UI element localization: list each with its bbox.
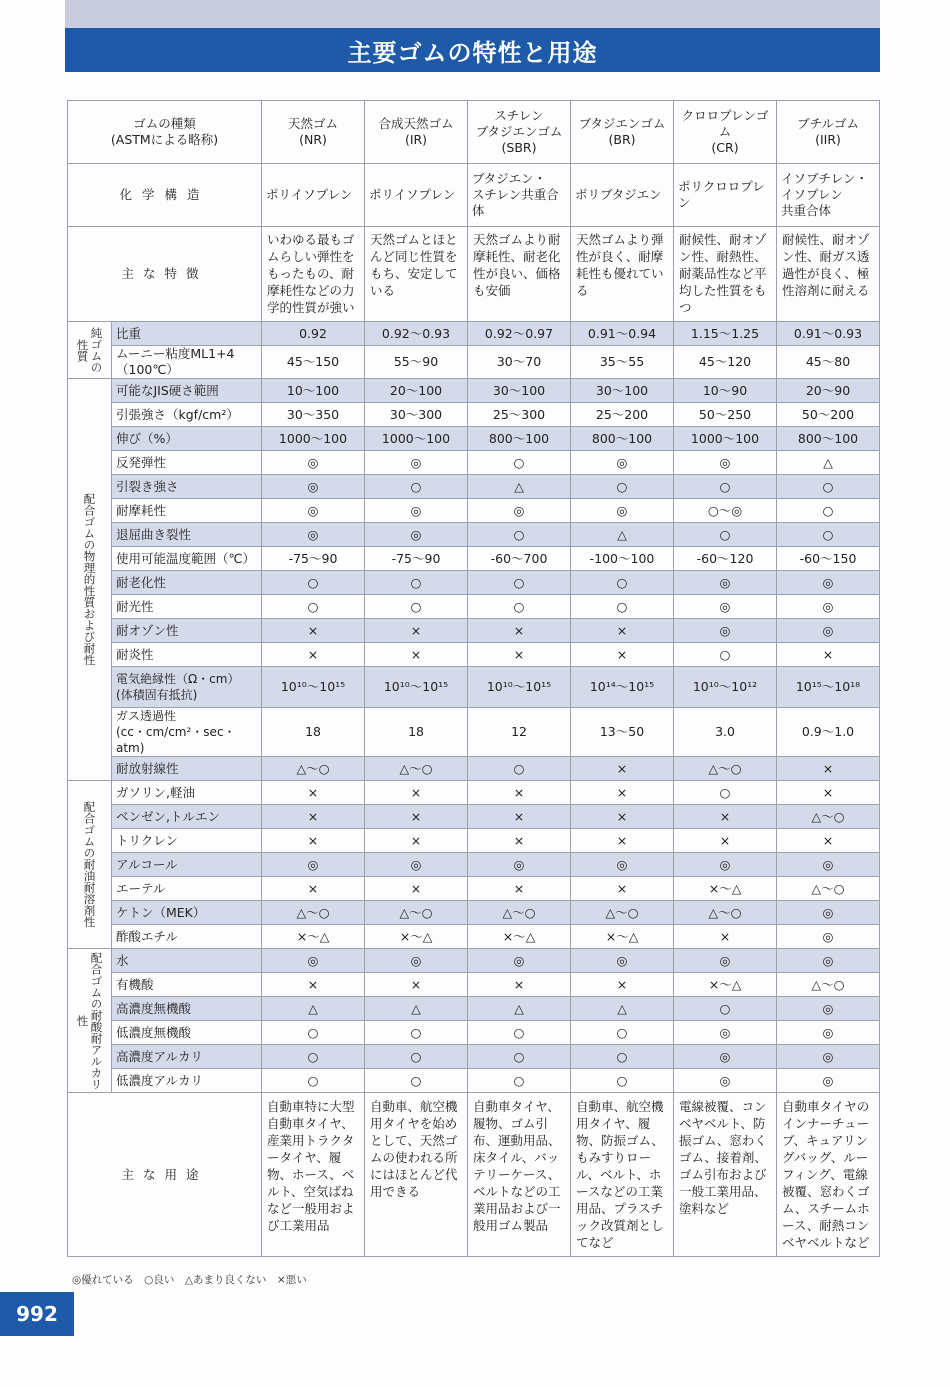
property-row	[68, 829, 880, 853]
property-value: -60～150	[777, 547, 880, 571]
property-value: 0.9～1.0	[777, 708, 880, 757]
property-label: 耐炎性	[112, 643, 262, 667]
property-label: 電気絶縁性（Ω・cm） (体積固有抵抗)	[112, 667, 262, 708]
property-value: ◎	[777, 925, 880, 949]
property-value: ×	[262, 877, 365, 901]
uses-cell: 自動車タイヤ、履物、ゴム引布、運動用品、床タイル、バッテリーケース、ベルトなどの工業用品および一般用ゴム製品	[468, 1093, 571, 1257]
property-value: -60～120	[674, 547, 777, 571]
property-value: ◎	[674, 1021, 777, 1045]
property-value: ○	[365, 571, 468, 595]
property-label: 高濃度アルカリ	[112, 1045, 262, 1069]
property-value: ◎	[571, 499, 674, 523]
property-value: 1000～100	[365, 427, 468, 451]
property-value: 10¹⁰～10¹⁵	[262, 667, 365, 708]
property-label: 耐オゾン性	[112, 619, 262, 643]
property-value: ◎	[674, 595, 777, 619]
property-value: △	[571, 997, 674, 1021]
property-row	[68, 997, 880, 1021]
property-label: 耐老化性	[112, 571, 262, 595]
property-value: ×	[777, 829, 880, 853]
property-value: 25～200	[571, 403, 674, 427]
property-value: △～○	[262, 757, 365, 781]
property-row	[68, 877, 880, 901]
property-value: 10¹⁵～10¹⁸	[777, 667, 880, 708]
property-value: ×～△	[262, 925, 365, 949]
rubber-column-header: スチレン ブタジエンゴム (SBR)	[468, 101, 571, 164]
property-value: ◎	[674, 853, 777, 877]
property-row	[68, 973, 880, 997]
property-value: ×	[777, 757, 880, 781]
property-row	[68, 925, 880, 949]
property-value: ○	[262, 1021, 365, 1045]
property-value: 10¹⁰～10¹²	[674, 667, 777, 708]
property-label: ガソリン,軽油	[112, 781, 262, 805]
property-value: ○	[468, 1045, 571, 1069]
property-label: 反発弾性	[112, 451, 262, 475]
property-value: 55～90	[365, 346, 468, 379]
property-label: 有機酸	[112, 973, 262, 997]
property-label: 酢酸エチル	[112, 925, 262, 949]
property-value: ◎	[674, 571, 777, 595]
property-value: △～○	[777, 877, 880, 901]
property-label: ベンゼン,トルエン	[112, 805, 262, 829]
chem-structure-cell: ポリイソプレン	[262, 164, 365, 227]
property-row	[68, 547, 880, 571]
page-number: 992	[0, 1292, 74, 1336]
property-value: ◎	[674, 1045, 777, 1069]
property-value: ×～△	[571, 925, 674, 949]
property-row	[68, 427, 880, 451]
property-value: ◎	[777, 901, 880, 925]
property-label: 低濃度アルカリ	[112, 1069, 262, 1093]
property-row	[68, 1021, 880, 1045]
group-label: 純ゴムの性質	[68, 322, 112, 379]
property-value: △～○	[571, 901, 674, 925]
property-value: ○	[571, 595, 674, 619]
property-value: ◎	[571, 853, 674, 877]
property-value: ○	[365, 1021, 468, 1045]
property-value: 20～90	[777, 379, 880, 403]
property-value: ×	[468, 829, 571, 853]
property-value: ×	[674, 805, 777, 829]
property-value: ×	[571, 643, 674, 667]
property-row	[68, 901, 880, 925]
property-value: ○	[468, 571, 571, 595]
property-value: ○	[468, 451, 571, 475]
features-cell: 耐候性、耐オゾン性、耐熱性、耐薬品性など平均した性質をもつ	[674, 227, 777, 322]
property-value: ◎	[262, 949, 365, 973]
property-value: 30～70	[468, 346, 571, 379]
property-row	[68, 949, 880, 973]
property-value: ×	[571, 829, 674, 853]
property-value: ×	[262, 973, 365, 997]
property-value: △～○	[674, 757, 777, 781]
top-band	[65, 0, 880, 28]
rubber-column-header: クロロプレンゴム (CR)	[674, 101, 777, 164]
property-value: ×	[571, 973, 674, 997]
features-row	[68, 227, 880, 322]
property-value: ○	[365, 595, 468, 619]
property-value: 10¹⁴～10¹⁵	[571, 667, 674, 708]
property-value: 45～150	[262, 346, 365, 379]
property-value: 0.91～0.94	[571, 322, 674, 346]
property-label: 高濃度無機酸	[112, 997, 262, 1021]
property-value: ×	[468, 805, 571, 829]
property-row	[68, 499, 880, 523]
property-value: ×	[262, 805, 365, 829]
property-value: ×	[365, 973, 468, 997]
property-value: ○	[571, 571, 674, 595]
property-value: ◎	[777, 595, 880, 619]
property-row	[68, 475, 880, 499]
property-value: △～○	[777, 973, 880, 997]
property-value: ◎	[468, 949, 571, 973]
property-value: ○	[674, 523, 777, 547]
rubber-column-header: ブチルゴム (IIR)	[777, 101, 880, 164]
property-value: 18	[262, 708, 365, 757]
property-row	[68, 619, 880, 643]
property-value: 1.15～1.25	[674, 322, 777, 346]
property-value: 0.92	[262, 322, 365, 346]
property-value: ◎	[674, 619, 777, 643]
property-value: ◎	[777, 853, 880, 877]
property-value: ◎	[571, 949, 674, 973]
property-value: -100～100	[571, 547, 674, 571]
property-label: 可能なJIS硬さ範囲	[112, 379, 262, 403]
property-value: ○	[674, 781, 777, 805]
uses-label: 主な用途	[68, 1093, 262, 1257]
property-value: ×	[468, 877, 571, 901]
property-row	[68, 571, 880, 595]
property-value: ○	[365, 1069, 468, 1093]
group-label: 配合ゴムの物理的性質および耐性	[68, 379, 112, 781]
chem-structure-cell: ブタジエン・ スチレン共重合体	[468, 164, 571, 227]
property-value: ○	[571, 1045, 674, 1069]
property-row	[68, 708, 880, 757]
property-value: ×	[571, 877, 674, 901]
property-value: ×	[571, 619, 674, 643]
property-value: ×	[571, 781, 674, 805]
property-value: ◎	[365, 949, 468, 973]
property-value: ◎	[674, 949, 777, 973]
property-row	[68, 643, 880, 667]
property-value: △～○	[365, 757, 468, 781]
property-label: 退屈曲き裂性	[112, 523, 262, 547]
features-cell: いわゆる最もゴムらしい弾性をもったもの、耐摩耗性などの力学的性質が強い	[262, 227, 365, 322]
features-cell: 耐候性、耐オゾン性、耐ガス透過性が良く、極性溶剤に耐える	[777, 227, 880, 322]
property-label: トリクレン	[112, 829, 262, 853]
property-value: ○	[262, 571, 365, 595]
property-value: ○	[262, 595, 365, 619]
property-label: アルコール	[112, 853, 262, 877]
property-label: 耐光性	[112, 595, 262, 619]
property-value: ○	[777, 523, 880, 547]
property-label: ガス透過性 (cc・cm/cm²・sec・atm)	[112, 708, 262, 757]
property-label: 耐摩耗性	[112, 499, 262, 523]
property-value: ◎	[262, 853, 365, 877]
property-row	[68, 451, 880, 475]
chem-structure-cell: ポリイソプレン	[365, 164, 468, 227]
chem-structure-label: 化学構造	[68, 164, 262, 227]
property-value: ○	[571, 1069, 674, 1093]
property-value: ×	[365, 643, 468, 667]
header-row	[68, 101, 880, 164]
property-value: ×	[468, 973, 571, 997]
features-cell: 天然ゴムより弾性が良く、耐摩耗性も優れている	[571, 227, 674, 322]
property-value: ◎	[365, 499, 468, 523]
rubber-column-header: 天然ゴム (NR)	[262, 101, 365, 164]
property-label: エーテル	[112, 877, 262, 901]
property-value: ◎	[571, 451, 674, 475]
property-value: ×	[674, 925, 777, 949]
property-value: ○	[674, 475, 777, 499]
rubber-column-header: ブタジエンゴム (BR)	[571, 101, 674, 164]
property-value: △～○	[262, 901, 365, 925]
property-value: ◎	[262, 499, 365, 523]
property-value: 13～50	[571, 708, 674, 757]
rubber-type-header: ゴムの種類 (ASTMによる略称)	[68, 101, 262, 164]
property-row	[68, 1045, 880, 1069]
property-value: ◎	[262, 451, 365, 475]
property-value: △	[365, 997, 468, 1021]
property-value: ×	[365, 619, 468, 643]
property-label: ムーニー粘度ML1+4（100℃）	[112, 346, 262, 379]
property-value: 30～300	[365, 403, 468, 427]
property-label: 伸び（%）	[112, 427, 262, 451]
property-row	[68, 523, 880, 547]
property-value: △	[468, 997, 571, 1021]
property-value: ◎	[777, 1021, 880, 1045]
property-value: ◎	[365, 853, 468, 877]
property-value: ×	[365, 829, 468, 853]
property-row	[68, 1069, 880, 1093]
property-value: -60～700	[468, 547, 571, 571]
property-value: ○	[468, 757, 571, 781]
property-value: 45～80	[777, 346, 880, 379]
property-value: 1000～100	[674, 427, 777, 451]
property-value: 50～250	[674, 403, 777, 427]
property-row	[68, 379, 880, 403]
features-cell: 天然ゴムとほとんど同じ性質をもち、安定している	[365, 227, 468, 322]
page-title: 主要ゴムの特性と用途	[65, 28, 880, 72]
property-value: ○	[262, 1045, 365, 1069]
property-value: 10¹⁰～10¹⁵	[468, 667, 571, 708]
property-value: 800～100	[777, 427, 880, 451]
property-value: 12	[468, 708, 571, 757]
property-value: ◎	[468, 853, 571, 877]
property-value: ◎	[674, 1069, 777, 1093]
property-value: 1000～100	[262, 427, 365, 451]
property-value: ×	[571, 805, 674, 829]
property-row	[68, 805, 880, 829]
property-label: 耐放射線性	[112, 757, 262, 781]
property-value: 45～120	[674, 346, 777, 379]
property-value: ×	[468, 619, 571, 643]
property-value: ○	[262, 1069, 365, 1093]
property-value: ×～△	[365, 925, 468, 949]
group-label: 配合ゴムの耐酸耐アルカリ性	[68, 949, 112, 1093]
chem-structure-cell: ポリブタジエン	[571, 164, 674, 227]
property-value: ○	[571, 475, 674, 499]
uses-cell: 自動車、航空機用タイヤ、履物、防振ゴム、もみすりロール、ベルト、ホースなどの工業用品、プラスチック改質剤としてなど	[571, 1093, 674, 1257]
property-value: 50～200	[777, 403, 880, 427]
property-value: ◎	[365, 523, 468, 547]
property-value: ×	[468, 781, 571, 805]
property-value: ○	[468, 1021, 571, 1045]
property-value: ◎	[777, 1069, 880, 1093]
property-value: ×～△	[674, 973, 777, 997]
property-label: 低濃度無機酸	[112, 1021, 262, 1045]
property-value: △～○	[674, 901, 777, 925]
property-value: ○	[571, 1021, 674, 1045]
property-value: ×	[262, 781, 365, 805]
features-label: 主な特徴	[68, 227, 262, 322]
property-value: 10～90	[674, 379, 777, 403]
property-label: 使用可能温度範囲（℃）	[112, 547, 262, 571]
property-value: 800～100	[571, 427, 674, 451]
property-value: ○	[468, 523, 571, 547]
uses-cell: 自動車特に大型自動車タイヤ、産業用トラクタータイヤ、履物、ホース、ベルト、空気ばねなど一般用および工業用品	[262, 1093, 365, 1257]
property-value: ◎	[674, 451, 777, 475]
rubber-properties-table	[67, 100, 880, 1257]
property-value: ◎	[365, 451, 468, 475]
property-row	[68, 667, 880, 708]
property-row	[68, 346, 880, 379]
property-label: 比重	[112, 322, 262, 346]
property-label: 引張強さ（kgf/cm²）	[112, 403, 262, 427]
property-value: ×	[262, 643, 365, 667]
property-row	[68, 322, 880, 346]
property-value: ×	[365, 877, 468, 901]
property-value: ◎	[468, 499, 571, 523]
property-value: 30～350	[262, 403, 365, 427]
property-row	[68, 595, 880, 619]
property-value: ○	[365, 475, 468, 499]
property-row	[68, 781, 880, 805]
property-label: 水	[112, 949, 262, 973]
property-value: ○	[365, 1045, 468, 1069]
property-value: 3.0	[674, 708, 777, 757]
property-value: ○	[674, 997, 777, 1021]
property-value: △	[262, 997, 365, 1021]
property-value: 30～100	[468, 379, 571, 403]
property-value: ×	[365, 781, 468, 805]
property-value: ○	[674, 643, 777, 667]
property-value: ◎	[777, 571, 880, 595]
property-value: ○	[468, 1069, 571, 1093]
property-value: ×	[777, 643, 880, 667]
property-value: 0.92～0.93	[365, 322, 468, 346]
property-value: ×～△	[674, 877, 777, 901]
property-label: 引裂き強さ	[112, 475, 262, 499]
uses-cell: 自動車タイヤのインナーチューブ、キュアリングバッグ、ルーフィング、電線被覆、窓わくゴム、スチームホース、耐熱コンベヤベルトなど	[777, 1093, 880, 1257]
property-value: ○	[777, 499, 880, 523]
property-value: 30～100	[571, 379, 674, 403]
property-value: ×～△	[468, 925, 571, 949]
property-value: 35～55	[571, 346, 674, 379]
property-value: △～○	[365, 901, 468, 925]
property-value: 800～100	[468, 427, 571, 451]
uses-cell: 電線被覆、コンベヤベルト、防振ゴム、窓わくゴム、接着剤、ゴム引布および一般工業用品、塗料など	[674, 1093, 777, 1257]
property-value: ×	[777, 781, 880, 805]
property-value: 0.91～0.93	[777, 322, 880, 346]
property-value: ◎	[262, 475, 365, 499]
property-value: ◎	[777, 1045, 880, 1069]
uses-cell: 自動車、航空機用タイヤを始めとして、天然ゴムの使われる所にはほとんど代用できる	[365, 1093, 468, 1257]
property-value: -75～90	[262, 547, 365, 571]
property-value: ○	[468, 595, 571, 619]
property-value: △～○	[468, 901, 571, 925]
property-value: △	[571, 523, 674, 547]
property-row	[68, 757, 880, 781]
property-value: ×	[468, 643, 571, 667]
features-cell: 天然ゴムより耐摩耗性、耐老化性が良い、価格も安価	[468, 227, 571, 322]
property-value: ×	[674, 829, 777, 853]
rubber-column-header: 合成天然ゴム (IR)	[365, 101, 468, 164]
property-row	[68, 403, 880, 427]
property-value: ◎	[777, 997, 880, 1021]
property-value: 20～100	[365, 379, 468, 403]
property-value: ◎	[777, 949, 880, 973]
chem-structure-cell: イソブチレン・ イソプレン 共重合体	[777, 164, 880, 227]
property-value: 10¹⁰～10¹⁵	[365, 667, 468, 708]
property-value: ○～◎	[674, 499, 777, 523]
property-value: 0.92～0.97	[468, 322, 571, 346]
group-label: 配合ゴムの耐油耐溶剤性	[68, 781, 112, 949]
property-row	[68, 853, 880, 877]
property-value: ×	[571, 757, 674, 781]
property-label: ケトン（MEK）	[112, 901, 262, 925]
property-value: △～○	[777, 805, 880, 829]
property-value: 25～300	[468, 403, 571, 427]
property-value: ×	[262, 619, 365, 643]
uses-row	[68, 1093, 880, 1257]
property-value: 18	[365, 708, 468, 757]
property-value: ◎	[262, 523, 365, 547]
property-value: △	[468, 475, 571, 499]
property-value: ◎	[777, 619, 880, 643]
chem-structure-row	[68, 164, 880, 227]
property-value: -75～90	[365, 547, 468, 571]
property-value: ×	[365, 805, 468, 829]
property-value: △	[777, 451, 880, 475]
legend: ◎優れている ○良い △あまり良くない ×悪い	[72, 1274, 307, 1286]
property-value: ×	[262, 829, 365, 853]
chem-structure-cell: ポリクロロプレン	[674, 164, 777, 227]
property-value: 10～100	[262, 379, 365, 403]
property-value: ○	[777, 475, 880, 499]
